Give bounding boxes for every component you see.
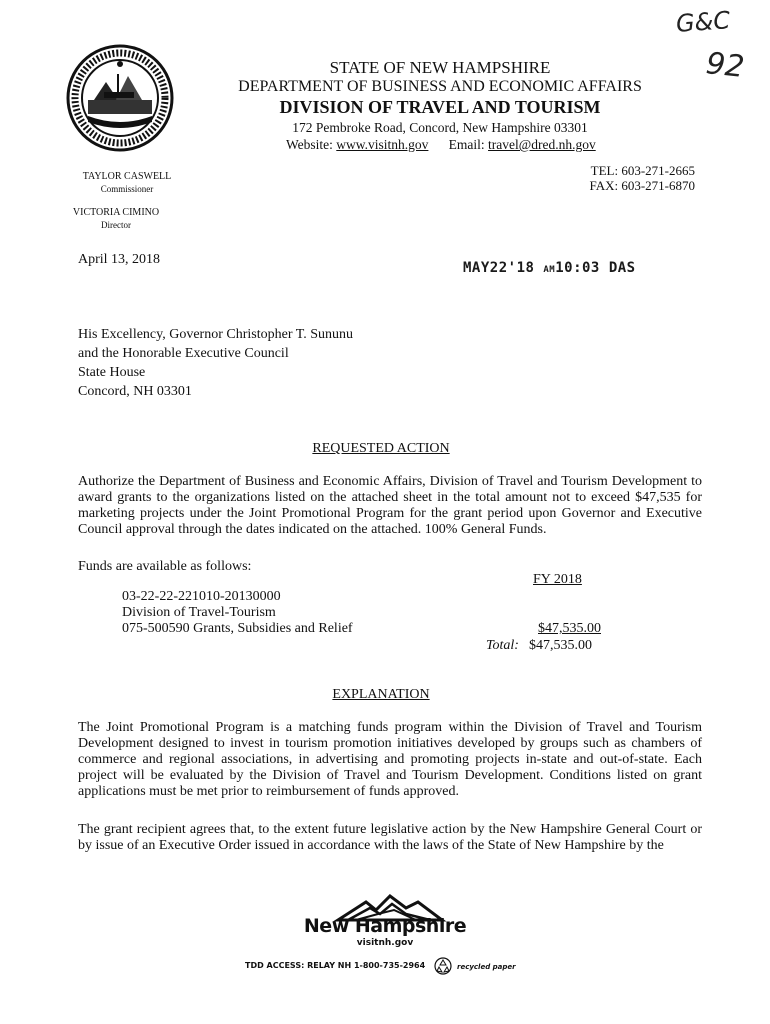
official-name: TAYLOR CASWELL bbox=[82, 171, 172, 182]
official-director bbox=[72, 207, 160, 231]
funds-intro: Funds are available as follows: bbox=[78, 559, 252, 574]
official-name: VICTORIA CIMINO bbox=[72, 207, 160, 218]
account-lines bbox=[122, 589, 353, 637]
requested-action-body: Authorize the Department of Business and Economic Affairs, Division of Travel and Tourism Development to award grants to the organizations listed on the attached sheet in the total amount not to exceed $47,535 for marketing projects under the Joint Promotional Program for the grant period upon Governor and Executive Council approval through the dates indicated on the attached. 100% General Funds. bbox=[78, 474, 702, 537]
handwritten-note: G&C bbox=[675, 6, 731, 38]
account-line: 03-22-22-221010-20130000 bbox=[122, 589, 281, 604]
email-link[interactable]: travel@dred.nh.gov bbox=[488, 137, 596, 152]
total-label: Total: bbox=[486, 638, 519, 653]
letterhead-contact bbox=[286, 137, 596, 153]
fiscal-year: FY 2018 bbox=[533, 572, 582, 587]
footer-tdd: TDD ACCESS: RELAY NH 1-800-735-2964 bbox=[245, 961, 426, 970]
state-seal-icon bbox=[66, 44, 174, 152]
requested-action-heading: REQUESTED ACTION bbox=[312, 441, 450, 456]
phone-block bbox=[560, 163, 695, 193]
footer-recycled: recycled paper bbox=[457, 963, 516, 971]
fund-total-row bbox=[486, 638, 592, 654]
total-amount: $47,535.00 bbox=[528, 638, 592, 653]
account-line: Division of Travel-Tourism bbox=[122, 605, 276, 620]
stamp-office: DAS bbox=[608, 260, 636, 276]
letter-date: April 13, 2018 bbox=[78, 252, 161, 267]
website-link[interactable]: www.visitnh.gov bbox=[336, 137, 429, 152]
letterhead-address: 172 Pembroke Road, Concord, New Hampshire 03301 bbox=[292, 120, 588, 135]
recipient-address bbox=[78, 325, 353, 401]
recipient-line: His Excellency, Governor Christopher T. Sununu bbox=[78, 327, 354, 342]
letterhead-state: STATE OF NEW HAMPSHIRE bbox=[329, 58, 551, 77]
official-title: Director bbox=[101, 220, 131, 230]
fax-number: FAX: 603-271-6870 bbox=[589, 178, 695, 193]
recipient-line: and the Honorable Executive Council bbox=[78, 346, 289, 361]
official-title: Commissioner bbox=[100, 184, 154, 194]
footer-brand: New Hampshire bbox=[303, 915, 467, 937]
footer-site: visitnh.gov bbox=[356, 938, 414, 948]
explanation-heading: EXPLANATION bbox=[332, 687, 430, 702]
letterhead-department: DEPARTMENT OF BUSINESS AND ECONOMIC AFFAIRS bbox=[238, 78, 642, 95]
stamp-date: MAY22'18 bbox=[463, 260, 535, 276]
recipient-line: Concord, NH 03301 bbox=[78, 384, 192, 399]
tel-number: TEL: 603-271-2665 bbox=[590, 163, 695, 178]
official-commissioner bbox=[72, 171, 182, 195]
explanation-paragraph: The grant recipient agrees that, to the extent future legislative action by the New Hampshire General Court or by issue of an Executive Order issued in accordance with the laws of the State of New Hampshire by the bbox=[78, 822, 702, 853]
recipient-line: State House bbox=[78, 365, 146, 380]
handwritten-number: 92 bbox=[704, 46, 746, 85]
letterhead-division: DIVISION OF TRAVEL AND TOURISM bbox=[279, 97, 601, 117]
explanation-paragraph: The Joint Promotional Program is a matching funds program within the Division of Travel and Tourism Development designed to invest in tourism promotion initiatives developed by groups such as chambers of commerce and regional associations, in advertising and promoting projects in-state and out-of-state. Each project will be evaluated by the Division of Travel and Tourism Development. Conditions listed on grant applications must be met prior to reimbursement of funds approved. bbox=[78, 720, 702, 799]
fund-amount: $47,535.00 bbox=[538, 621, 601, 636]
account-line: 075-500590 Grants, Subsidies and Relief bbox=[122, 621, 353, 636]
email-label: Email: bbox=[448, 137, 485, 152]
website-label: Website: bbox=[286, 137, 333, 152]
stamp-ampm: AM bbox=[543, 265, 556, 275]
received-stamp bbox=[463, 260, 636, 276]
recycle-icon bbox=[434, 957, 452, 975]
stamp-time: 10:03 bbox=[555, 260, 600, 276]
